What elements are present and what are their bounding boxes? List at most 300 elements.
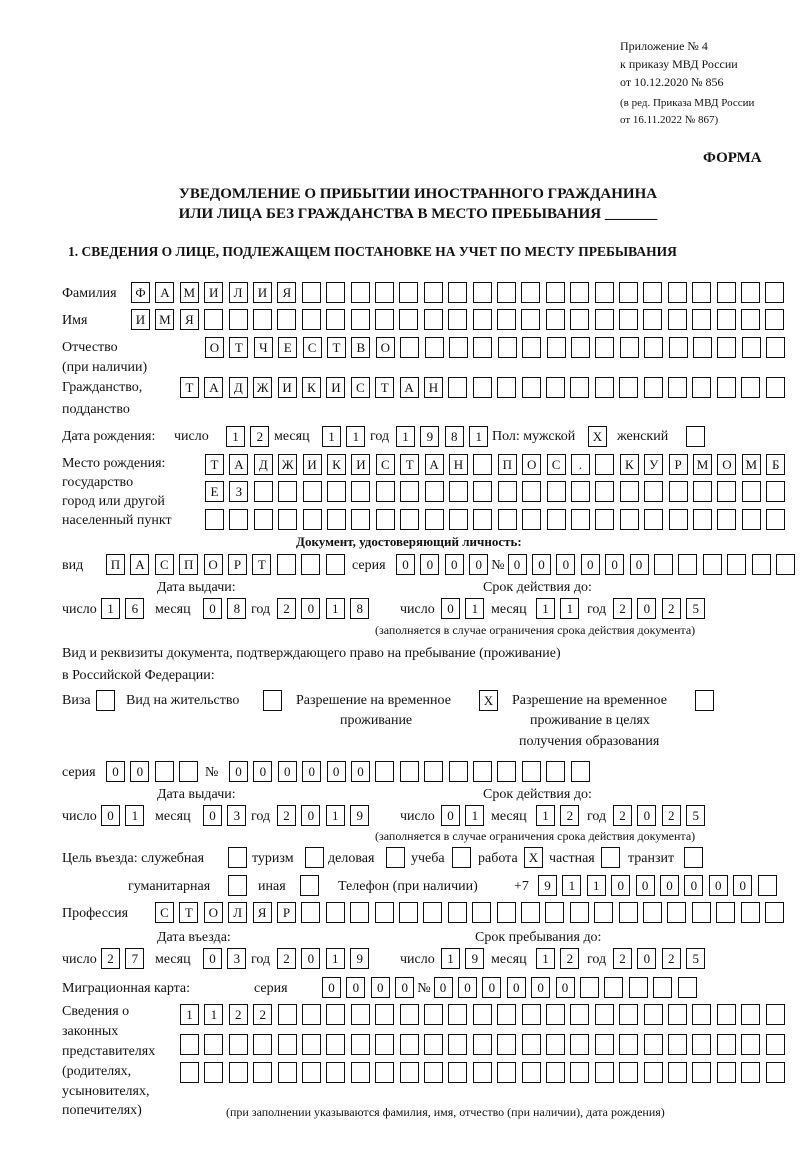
char-box[interactable] bbox=[570, 902, 589, 923]
char-box[interactable] bbox=[277, 309, 296, 330]
char-box[interactable]: 2 bbox=[250, 426, 269, 447]
char-box[interactable] bbox=[254, 481, 273, 502]
char-box[interactable]: 7 bbox=[125, 948, 144, 969]
char-box[interactable] bbox=[449, 337, 468, 358]
char-box[interactable] bbox=[179, 761, 198, 782]
char-box[interactable] bbox=[594, 902, 613, 923]
char-box[interactable]: Ф bbox=[131, 282, 150, 303]
char-box[interactable] bbox=[278, 1034, 297, 1055]
char-box[interactable] bbox=[620, 337, 639, 358]
char-box[interactable] bbox=[425, 509, 444, 530]
char-box[interactable]: 0 bbox=[395, 977, 414, 998]
char-box[interactable] bbox=[765, 902, 784, 923]
checkbox[interactable] bbox=[684, 847, 703, 868]
char-box[interactable] bbox=[766, 337, 785, 358]
char-box[interactable] bbox=[302, 1034, 321, 1055]
char-box[interactable] bbox=[326, 282, 345, 303]
char-box[interactable] bbox=[302, 309, 321, 330]
char-box[interactable] bbox=[423, 902, 442, 923]
char-box[interactable] bbox=[498, 509, 517, 530]
char-box[interactable] bbox=[522, 1004, 541, 1025]
char-box[interactable]: М bbox=[155, 309, 174, 330]
char-box[interactable] bbox=[669, 337, 688, 358]
char-box[interactable]: 0 bbox=[351, 761, 370, 782]
char-box[interactable] bbox=[522, 1034, 541, 1055]
char-box[interactable]: 1 bbox=[346, 426, 365, 447]
char-box[interactable] bbox=[741, 282, 760, 303]
char-box[interactable]: У bbox=[644, 454, 663, 475]
char-box[interactable] bbox=[448, 1062, 467, 1083]
char-box[interactable]: 1 bbox=[180, 1004, 199, 1025]
char-box[interactable] bbox=[229, 1034, 248, 1055]
char-box[interactable]: 0 bbox=[278, 761, 297, 782]
char-box[interactable]: 1 bbox=[204, 1004, 223, 1025]
char-box[interactable] bbox=[301, 554, 320, 575]
char-box[interactable] bbox=[400, 509, 419, 530]
char-box[interactable]: 2 bbox=[560, 948, 579, 969]
char-box[interactable] bbox=[327, 509, 346, 530]
char-box[interactable]: 0 bbox=[469, 554, 488, 575]
char-box[interactable] bbox=[375, 761, 394, 782]
char-box[interactable] bbox=[546, 377, 565, 398]
char-box[interactable] bbox=[692, 902, 711, 923]
char-box[interactable]: . bbox=[571, 454, 590, 475]
char-box[interactable] bbox=[400, 481, 419, 502]
char-box[interactable] bbox=[449, 509, 468, 530]
char-box[interactable] bbox=[326, 554, 345, 575]
char-box[interactable] bbox=[301, 902, 320, 923]
char-box[interactable] bbox=[400, 761, 419, 782]
char-box[interactable] bbox=[351, 282, 370, 303]
char-box[interactable]: 0 bbox=[482, 977, 501, 998]
char-box[interactable] bbox=[669, 481, 688, 502]
char-box[interactable] bbox=[668, 1062, 687, 1083]
char-box[interactable]: 0 bbox=[441, 598, 460, 619]
char-box[interactable] bbox=[717, 282, 736, 303]
char-box[interactable] bbox=[521, 902, 540, 923]
char-box[interactable] bbox=[766, 1062, 785, 1083]
char-box[interactable]: Ч bbox=[254, 337, 273, 358]
char-box[interactable]: 0 bbox=[531, 977, 550, 998]
char-box[interactable] bbox=[619, 1062, 638, 1083]
char-box[interactable]: Т bbox=[327, 337, 346, 358]
char-box[interactable]: 0 bbox=[106, 761, 125, 782]
char-box[interactable]: 0 bbox=[733, 875, 752, 896]
char-box[interactable]: Т bbox=[400, 454, 419, 475]
char-box[interactable] bbox=[254, 509, 273, 530]
char-box[interactable]: 8 bbox=[350, 598, 369, 619]
char-box[interactable] bbox=[644, 1034, 663, 1055]
checkbox[interactable] bbox=[686, 426, 705, 447]
char-box[interactable] bbox=[692, 309, 711, 330]
char-box[interactable] bbox=[653, 977, 672, 998]
char-box[interactable] bbox=[742, 481, 761, 502]
char-box[interactable]: 0 bbox=[229, 761, 248, 782]
char-box[interactable]: Т bbox=[205, 454, 224, 475]
char-box[interactable] bbox=[741, 1034, 760, 1055]
char-box[interactable] bbox=[717, 509, 736, 530]
char-box[interactable] bbox=[667, 902, 686, 923]
char-box[interactable] bbox=[546, 761, 565, 782]
char-box[interactable]: 0 bbox=[556, 554, 575, 575]
char-box[interactable] bbox=[473, 509, 492, 530]
char-box[interactable]: О bbox=[205, 337, 224, 358]
char-box[interactable] bbox=[692, 377, 711, 398]
char-box[interactable]: 0 bbox=[637, 598, 656, 619]
char-box[interactable]: Я bbox=[277, 282, 296, 303]
char-box[interactable] bbox=[758, 875, 777, 896]
char-box[interactable] bbox=[326, 309, 345, 330]
char-box[interactable] bbox=[253, 1034, 272, 1055]
char-box[interactable]: 0 bbox=[441, 805, 460, 826]
char-box[interactable] bbox=[473, 337, 492, 358]
char-box[interactable]: 1 bbox=[101, 598, 120, 619]
char-box[interactable]: Т bbox=[179, 902, 198, 923]
char-box[interactable]: 5 bbox=[686, 805, 705, 826]
char-box[interactable] bbox=[424, 1062, 443, 1083]
char-box[interactable]: 1 bbox=[326, 805, 345, 826]
char-box[interactable] bbox=[351, 1004, 370, 1025]
char-box[interactable]: И bbox=[278, 377, 297, 398]
char-box[interactable]: 1 bbox=[560, 598, 579, 619]
char-box[interactable] bbox=[448, 377, 467, 398]
char-box[interactable] bbox=[472, 902, 491, 923]
char-box[interactable]: 1 bbox=[441, 948, 460, 969]
char-box[interactable] bbox=[644, 1004, 663, 1025]
char-box[interactable] bbox=[546, 309, 565, 330]
char-box[interactable] bbox=[497, 902, 516, 923]
char-box[interactable]: О bbox=[376, 337, 395, 358]
char-box[interactable] bbox=[376, 509, 395, 530]
char-box[interactable]: 0 bbox=[660, 875, 679, 896]
char-box[interactable] bbox=[570, 282, 589, 303]
char-box[interactable] bbox=[449, 481, 468, 502]
char-box[interactable] bbox=[741, 902, 760, 923]
char-box[interactable]: 1 bbox=[396, 426, 415, 447]
char-box[interactable] bbox=[326, 1034, 345, 1055]
char-box[interactable] bbox=[692, 1062, 711, 1083]
char-box[interactable]: Т bbox=[375, 377, 394, 398]
char-box[interactable]: 9 bbox=[420, 426, 439, 447]
char-box[interactable] bbox=[522, 481, 541, 502]
char-box[interactable] bbox=[399, 902, 418, 923]
char-box[interactable] bbox=[424, 309, 443, 330]
char-box[interactable] bbox=[595, 509, 614, 530]
char-box[interactable] bbox=[717, 337, 736, 358]
char-box[interactable] bbox=[692, 1034, 711, 1055]
char-box[interactable] bbox=[654, 554, 673, 575]
char-box[interactable] bbox=[620, 509, 639, 530]
char-box[interactable]: 0 bbox=[630, 554, 649, 575]
char-box[interactable] bbox=[547, 337, 566, 358]
char-box[interactable] bbox=[693, 337, 712, 358]
checkbox[interactable] bbox=[386, 847, 405, 868]
char-box[interactable] bbox=[752, 554, 771, 575]
char-box[interactable]: 2 bbox=[662, 948, 681, 969]
char-box[interactable] bbox=[448, 309, 467, 330]
char-box[interactable] bbox=[693, 509, 712, 530]
char-box[interactable] bbox=[619, 282, 638, 303]
char-box[interactable] bbox=[522, 761, 541, 782]
char-box[interactable]: А bbox=[400, 377, 419, 398]
char-box[interactable]: Д bbox=[229, 377, 248, 398]
char-box[interactable] bbox=[278, 509, 297, 530]
char-box[interactable] bbox=[668, 1004, 687, 1025]
char-box[interactable] bbox=[375, 282, 394, 303]
char-box[interactable] bbox=[570, 1062, 589, 1083]
char-box[interactable]: К bbox=[620, 454, 639, 475]
char-box[interactable]: П bbox=[179, 554, 198, 575]
char-box[interactable]: 2 bbox=[277, 948, 296, 969]
char-box[interactable] bbox=[497, 1004, 516, 1025]
char-box[interactable] bbox=[253, 309, 272, 330]
char-box[interactable]: 0 bbox=[396, 554, 415, 575]
char-box[interactable] bbox=[180, 1062, 199, 1083]
char-box[interactable] bbox=[473, 282, 492, 303]
char-box[interactable] bbox=[595, 337, 614, 358]
char-box[interactable]: 2 bbox=[277, 598, 296, 619]
char-box[interactable] bbox=[375, 309, 394, 330]
char-box[interactable]: А bbox=[425, 454, 444, 475]
checkbox[interactable]: X bbox=[479, 690, 498, 711]
char-box[interactable] bbox=[473, 1034, 492, 1055]
char-box[interactable]: 0 bbox=[203, 948, 222, 969]
char-box[interactable]: С bbox=[155, 902, 174, 923]
char-box[interactable] bbox=[668, 309, 687, 330]
char-box[interactable]: 9 bbox=[350, 948, 369, 969]
char-box[interactable]: 2 bbox=[662, 598, 681, 619]
char-box[interactable]: Т bbox=[252, 554, 271, 575]
char-box[interactable]: М bbox=[180, 282, 199, 303]
char-box[interactable]: Ж bbox=[253, 377, 272, 398]
char-box[interactable] bbox=[448, 282, 467, 303]
char-box[interactable]: 1 bbox=[226, 426, 245, 447]
char-box[interactable] bbox=[644, 337, 663, 358]
checkbox[interactable]: X bbox=[588, 426, 607, 447]
char-box[interactable] bbox=[351, 1062, 370, 1083]
char-box[interactable]: Б bbox=[766, 454, 785, 475]
char-box[interactable] bbox=[326, 1062, 345, 1083]
char-box[interactable] bbox=[180, 1034, 199, 1055]
char-box[interactable]: 0 bbox=[346, 977, 365, 998]
char-box[interactable] bbox=[522, 337, 541, 358]
char-box[interactable]: 9 bbox=[465, 948, 484, 969]
char-box[interactable]: 6 bbox=[125, 598, 144, 619]
char-box[interactable] bbox=[375, 1004, 394, 1025]
char-box[interactable]: С bbox=[351, 377, 370, 398]
checkbox[interactable] bbox=[263, 690, 282, 711]
char-box[interactable] bbox=[717, 377, 736, 398]
char-box[interactable] bbox=[424, 761, 443, 782]
char-box[interactable]: Р bbox=[228, 554, 247, 575]
char-box[interactable] bbox=[643, 902, 662, 923]
char-box[interactable] bbox=[545, 902, 564, 923]
char-box[interactable] bbox=[644, 481, 663, 502]
char-box[interactable]: 9 bbox=[538, 875, 557, 896]
char-box[interactable] bbox=[580, 977, 599, 998]
char-box[interactable]: 1 bbox=[587, 875, 606, 896]
char-box[interactable]: Я bbox=[253, 902, 272, 923]
char-box[interactable] bbox=[498, 337, 517, 358]
char-box[interactable] bbox=[595, 282, 614, 303]
char-box[interactable] bbox=[204, 309, 223, 330]
char-box[interactable] bbox=[742, 337, 761, 358]
char-box[interactable] bbox=[766, 1004, 785, 1025]
char-box[interactable]: С bbox=[155, 554, 174, 575]
checkbox[interactable]: X bbox=[524, 847, 543, 868]
checkbox[interactable] bbox=[305, 847, 324, 868]
char-box[interactable] bbox=[546, 1004, 565, 1025]
char-box[interactable] bbox=[717, 1004, 736, 1025]
char-box[interactable]: 2 bbox=[229, 1004, 248, 1025]
char-box[interactable]: Я bbox=[180, 309, 199, 330]
char-box[interactable]: М bbox=[742, 454, 761, 475]
char-box[interactable] bbox=[497, 1034, 516, 1055]
char-box[interactable]: А bbox=[155, 282, 174, 303]
char-box[interactable]: 1 bbox=[322, 426, 341, 447]
char-box[interactable]: К bbox=[327, 454, 346, 475]
char-box[interactable] bbox=[571, 337, 590, 358]
char-box[interactable] bbox=[425, 337, 444, 358]
char-box[interactable] bbox=[668, 282, 687, 303]
char-box[interactable] bbox=[570, 1004, 589, 1025]
char-box[interactable] bbox=[619, 309, 638, 330]
char-box[interactable] bbox=[595, 1034, 614, 1055]
char-box[interactable] bbox=[547, 481, 566, 502]
char-box[interactable] bbox=[327, 481, 346, 502]
char-box[interactable] bbox=[595, 377, 614, 398]
char-box[interactable]: 8 bbox=[445, 426, 464, 447]
char-box[interactable] bbox=[229, 509, 248, 530]
char-box[interactable] bbox=[473, 1062, 492, 1083]
char-box[interactable] bbox=[765, 309, 784, 330]
char-box[interactable]: 1 bbox=[562, 875, 581, 896]
char-box[interactable]: 0 bbox=[420, 554, 439, 575]
char-box[interactable]: Т bbox=[180, 377, 199, 398]
char-box[interactable]: 0 bbox=[507, 977, 526, 998]
char-box[interactable] bbox=[766, 481, 785, 502]
char-box[interactable] bbox=[278, 1004, 297, 1025]
char-box[interactable] bbox=[497, 377, 516, 398]
char-box[interactable]: О bbox=[717, 454, 736, 475]
char-box[interactable] bbox=[399, 282, 418, 303]
char-box[interactable] bbox=[619, 377, 638, 398]
char-box[interactable] bbox=[727, 554, 746, 575]
char-box[interactable] bbox=[571, 509, 590, 530]
char-box[interactable]: 0 bbox=[434, 977, 453, 998]
char-box[interactable] bbox=[692, 282, 711, 303]
char-box[interactable]: И bbox=[326, 377, 345, 398]
char-box[interactable] bbox=[376, 481, 395, 502]
char-box[interactable]: Н bbox=[449, 454, 468, 475]
char-box[interactable] bbox=[375, 1034, 394, 1055]
char-box[interactable] bbox=[326, 1004, 345, 1025]
char-box[interactable] bbox=[570, 1034, 589, 1055]
char-box[interactable] bbox=[350, 902, 369, 923]
char-box[interactable] bbox=[302, 282, 321, 303]
char-box[interactable] bbox=[498, 481, 517, 502]
char-box[interactable] bbox=[351, 481, 370, 502]
char-box[interactable] bbox=[303, 481, 322, 502]
char-box[interactable] bbox=[571, 761, 590, 782]
char-box[interactable] bbox=[547, 509, 566, 530]
char-box[interactable] bbox=[277, 554, 296, 575]
char-box[interactable]: С bbox=[547, 454, 566, 475]
char-box[interactable] bbox=[692, 1004, 711, 1025]
char-box[interactable] bbox=[741, 1062, 760, 1083]
char-box[interactable] bbox=[448, 1034, 467, 1055]
char-box[interactable] bbox=[424, 1034, 443, 1055]
char-box[interactable] bbox=[693, 481, 712, 502]
char-box[interactable]: 0 bbox=[636, 875, 655, 896]
char-box[interactable]: 5 bbox=[686, 948, 705, 969]
char-box[interactable] bbox=[668, 377, 687, 398]
char-box[interactable]: И bbox=[303, 454, 322, 475]
char-box[interactable]: П bbox=[106, 554, 125, 575]
char-box[interactable]: 0 bbox=[611, 875, 630, 896]
char-box[interactable] bbox=[741, 1004, 760, 1025]
char-box[interactable] bbox=[204, 1062, 223, 1083]
char-box[interactable] bbox=[766, 1034, 785, 1055]
checkbox[interactable] bbox=[96, 690, 115, 711]
char-box[interactable] bbox=[473, 377, 492, 398]
char-box[interactable] bbox=[644, 377, 663, 398]
char-box[interactable]: 1 bbox=[326, 598, 345, 619]
char-box[interactable] bbox=[620, 481, 639, 502]
char-box[interactable]: 0 bbox=[445, 554, 464, 575]
char-box[interactable]: 0 bbox=[684, 875, 703, 896]
char-box[interactable] bbox=[473, 454, 492, 475]
char-box[interactable] bbox=[449, 761, 468, 782]
char-box[interactable] bbox=[253, 1062, 272, 1083]
char-box[interactable]: 2 bbox=[560, 805, 579, 826]
char-box[interactable]: 2 bbox=[277, 805, 296, 826]
char-box[interactable] bbox=[546, 282, 565, 303]
char-box[interactable]: 2 bbox=[101, 948, 120, 969]
char-box[interactable]: 0 bbox=[130, 761, 149, 782]
char-box[interactable]: А bbox=[204, 377, 223, 398]
char-box[interactable] bbox=[399, 309, 418, 330]
char-box[interactable]: 1 bbox=[536, 598, 555, 619]
char-box[interactable]: Н bbox=[424, 377, 443, 398]
char-box[interactable] bbox=[595, 1004, 614, 1025]
char-box[interactable]: 5 bbox=[686, 598, 705, 619]
char-box[interactable] bbox=[155, 761, 174, 782]
char-box[interactable] bbox=[302, 1062, 321, 1083]
char-box[interactable]: 8 bbox=[227, 598, 246, 619]
char-box[interactable]: 2 bbox=[613, 948, 632, 969]
char-box[interactable] bbox=[619, 1004, 638, 1025]
char-box[interactable] bbox=[766, 377, 785, 398]
checkbox[interactable] bbox=[228, 875, 247, 896]
char-box[interactable] bbox=[400, 1034, 419, 1055]
char-box[interactable]: 0 bbox=[709, 875, 728, 896]
char-box[interactable]: А bbox=[229, 454, 248, 475]
char-box[interactable] bbox=[375, 902, 394, 923]
char-box[interactable] bbox=[570, 309, 589, 330]
char-box[interactable]: Е bbox=[278, 337, 297, 358]
char-box[interactable]: 0 bbox=[605, 554, 624, 575]
char-box[interactable] bbox=[703, 554, 722, 575]
char-box[interactable] bbox=[717, 309, 736, 330]
checkbox[interactable] bbox=[452, 847, 471, 868]
char-box[interactable] bbox=[678, 977, 697, 998]
char-box[interactable] bbox=[522, 509, 541, 530]
char-box[interactable] bbox=[497, 309, 516, 330]
checkbox[interactable] bbox=[228, 847, 247, 868]
char-box[interactable] bbox=[424, 1004, 443, 1025]
char-box[interactable]: 0 bbox=[322, 977, 341, 998]
